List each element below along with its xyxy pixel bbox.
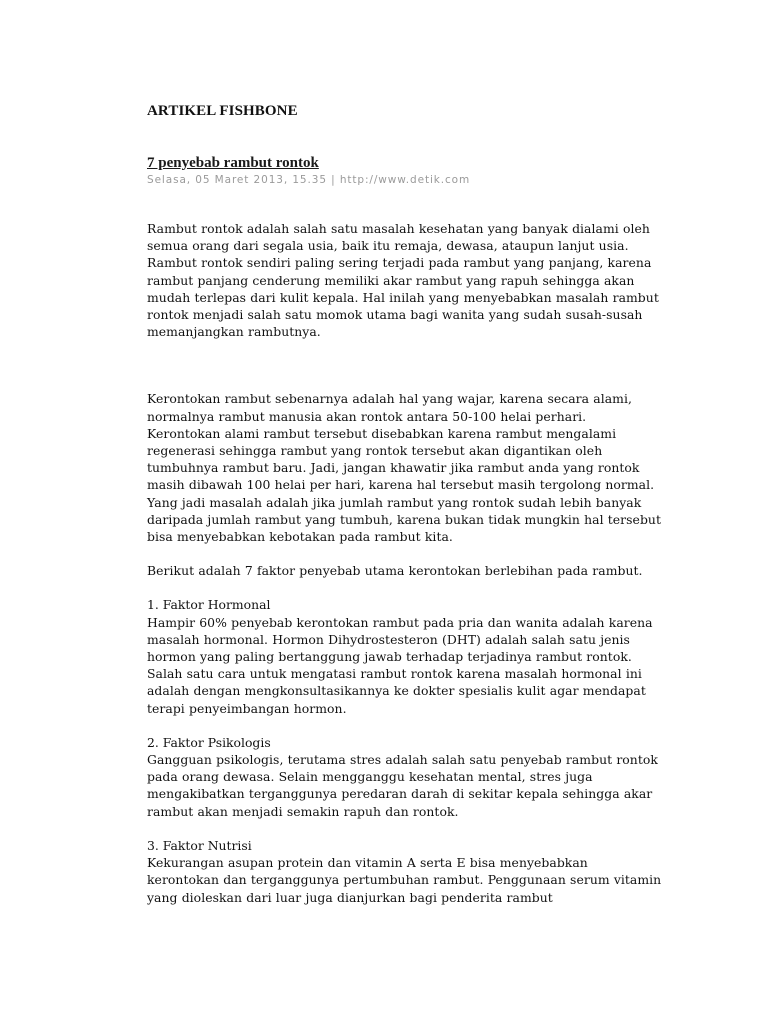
intro-paragraph: Berikut adalah 7 faktor penyebab utama kerontokan berlebihan pada rambut. [147, 563, 643, 579]
section-title: 1. Faktor Hormonal [147, 597, 271, 613]
section-faktor-nutrisi [147, 837, 662, 906]
intro-paragraph: Rambut rontok adalah salah satu masalah kesehatan yang banyak dialami oleh semua orang dari segala usia, baik itu remaja, dewasa, ataupun lanjut usia. Rambut rontok sendiri paling sering terjadi pada rambut yang panjang, karena rambut panjang cenderung memiliki akar rambut yang rapuh sehingga akan mudah terlepas dari kulit kepala. Hal inilah yang menyebabkan masalah rambut rontok menjadi salah satu momok utama bagi wanita yang sudah susah-susah memanjangkan rambutnya. [147, 221, 659, 340]
section-title: 2. Faktor Psikologis [147, 734, 271, 750]
section-body: Kekurangan asupan protein dan vitamin A serta E bisa menyebabkan kerontokan dan terganggunya pertumbuhan rambut. Penggunaan serum vitamin yang dioleskan dari luar juga dianjurkan bagi penderita rambut [147, 855, 662, 905]
document-heading: ARTIKEL FISHBONE [147, 103, 298, 119]
document-page [147, 100, 662, 906]
article-meta: Selasa, 05 Maret 2013, 15.35 | http://www.detik.com [147, 174, 471, 186]
section-body: Hampir 60% penyebab kerontokan rambut pada pria dan wanita adalah karena masalah hormonal. Hormon Dihydrostesteron (DHT) adalah salah satu jenis hormon yang paling bertanggung jawab terhadap terjadinya rambut rontok. Salah satu cara untuk mengatasi rambut rontok karena masalah hormonal ini adalah dengan mengkonsultasikannya ke dokter spesialis kulit agar mendapat terapi penyeimbangan hormon. [147, 614, 653, 716]
article-title[interactable]: 7 penyebab rambut rontok [147, 155, 319, 171]
section-faktor-hormonal [147, 596, 662, 716]
section-faktor-psikologis [147, 734, 662, 820]
section-body: Gangguan psikologis, terutama stres adalah salah satu penyebab rambut rontok pada orang dewasa. Selain mengganggu kesehatan mental, stres juga mengakibatkan terganggunya peredaran darah di sekitar kepala sehingga akar rambut akan menjadi semakin rapuh dan rontok. [147, 752, 658, 819]
section-title: 3. Faktor Nutrisi [147, 837, 252, 853]
intro-paragraph: Kerontokan rambut sebenarnya adalah hal yang wajar, karena secara alami, normalnya rambut manusia akan rontok antara 50-100 helai perhari. Kerontokan alami rambut tersebut disebabkan karena rambut mengalami regenerasi sehingga rambut yang rontok tersebut akan digantikan oleh tumbuhnya rambut baru. Jadi, jangan khawatir jika rambut anda yang rontok masih dibawah 100 helai per hari, karena hal tersebut masih tergolong normal. Yang jadi masalah adalah jika jumlah rambut yang rontok sudah lebih banyak daripada jumlah rambut yang tumbuh, karena bukan tidak mungkin hal tersebut bisa menyebabkan kebotakan pada rambut kita. [147, 391, 661, 545]
